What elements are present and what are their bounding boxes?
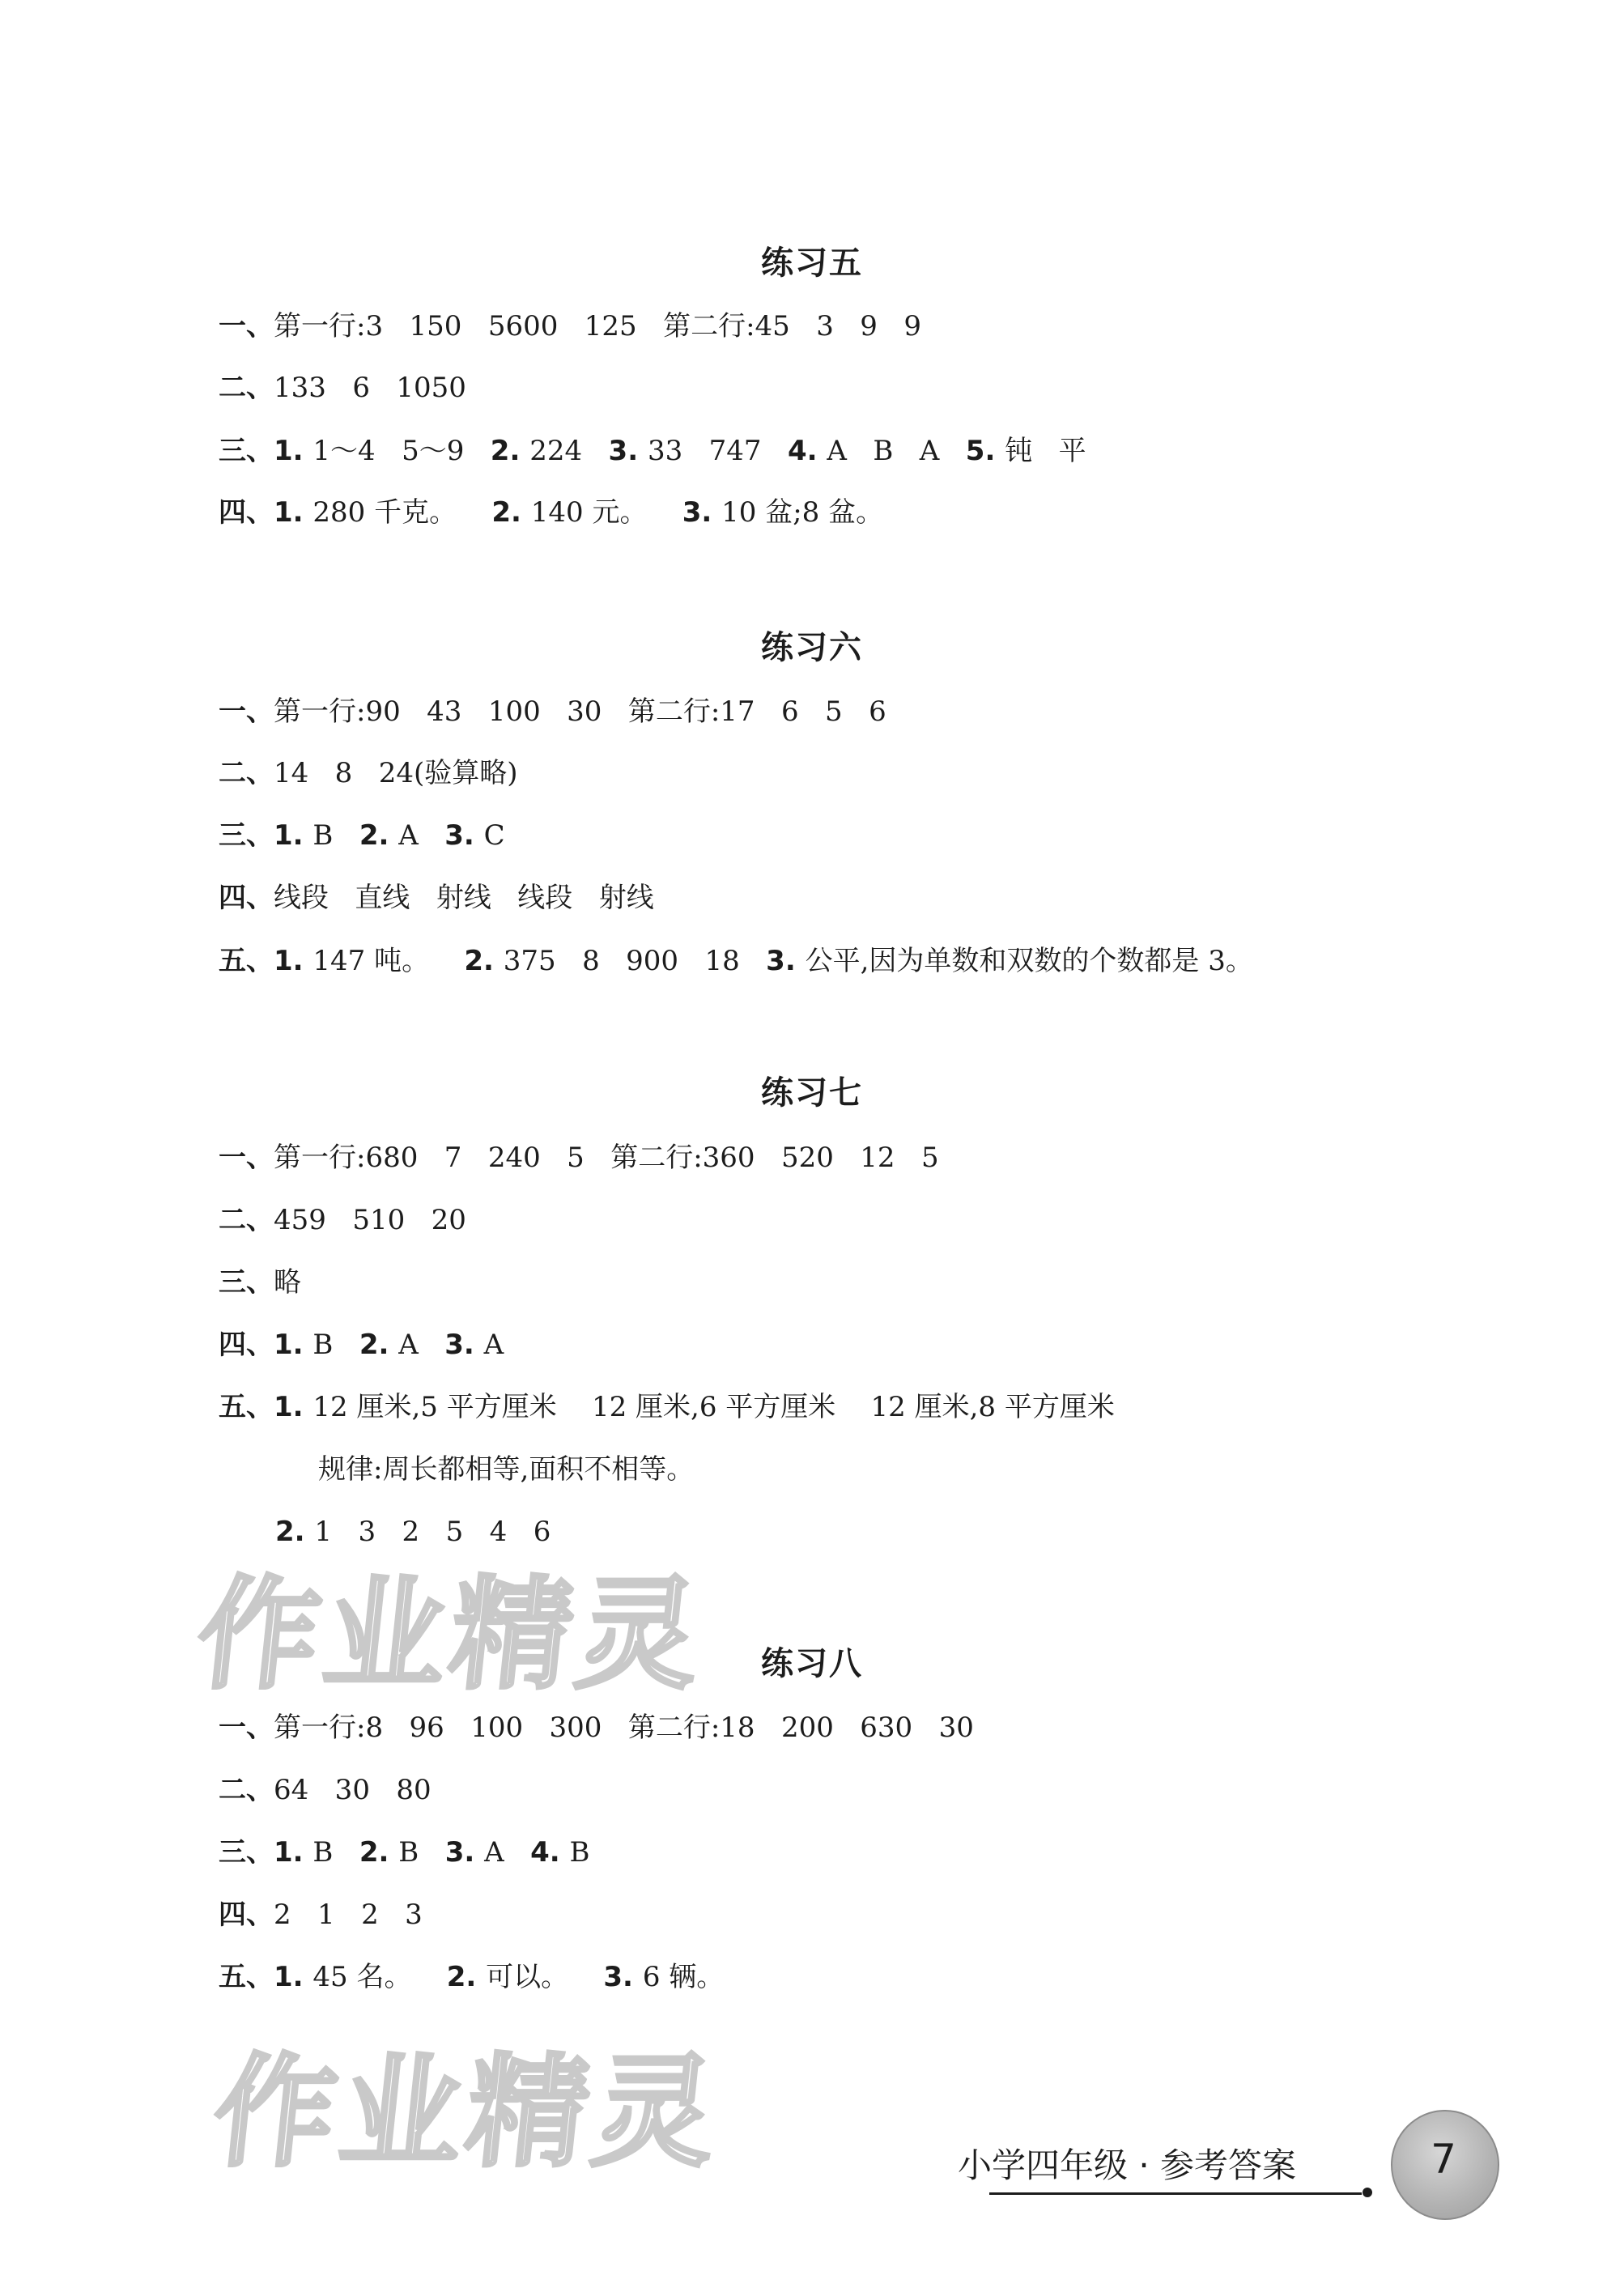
answer-text: 459 510 20 xyxy=(274,1204,466,1236)
answer-text: 1 3 2 5 4 6 xyxy=(314,1516,551,1548)
item-number: 2. xyxy=(464,945,504,977)
answer-text: 线段 直线 射线 线段 射线 xyxy=(274,882,654,914)
answer-text: B xyxy=(398,1836,445,1869)
answer-text: 公平,因为单数和双数的个数都是 3。 xyxy=(805,945,1253,977)
answer-text: 224 xyxy=(529,435,609,467)
footer-label: 小学四年级 · 参考答案 xyxy=(958,2145,1297,2185)
answer-text: 14 8 24(验算略) xyxy=(274,757,518,789)
answer-text: 64 30 80 xyxy=(274,1774,432,1806)
answer-text: 2 1 2 3 xyxy=(274,1899,423,1931)
item-number: 1. xyxy=(274,819,313,852)
answer-text: 第一行:3 150 5600 125 第二行:45 3 9 9 xyxy=(274,310,921,342)
answer-text: B xyxy=(569,1836,590,1869)
question-label: 五、 xyxy=(219,945,274,977)
item-number: 1. xyxy=(274,1329,313,1361)
answer-line xyxy=(219,1261,301,1304)
answer-text: 133 6 1050 xyxy=(274,372,466,404)
question-label: 二、 xyxy=(219,757,274,789)
answer-line xyxy=(219,939,1253,983)
answer-text: 147 吨。 xyxy=(312,945,465,977)
item-number: 1. xyxy=(274,945,313,977)
answer-text: 375 8 900 18 xyxy=(503,945,767,977)
question-label: 四、 xyxy=(219,882,274,914)
answer-text: 45 名。 xyxy=(312,1961,447,1993)
answer-text: 280 千克。 xyxy=(312,496,492,529)
section-title-5: 练习五 xyxy=(761,245,863,282)
answer-text: 第一行:90 43 100 30 第二行:17 6 5 6 xyxy=(274,695,886,728)
item-number: 4. xyxy=(787,435,827,467)
answer-text: 略 xyxy=(274,1266,301,1299)
question-label: 一、 xyxy=(219,310,274,342)
question-label: 三、 xyxy=(219,1266,274,1299)
item-number: 3. xyxy=(603,1961,643,1993)
watermark: 作业精灵 xyxy=(190,1565,712,1706)
answer-line xyxy=(275,1510,551,1554)
item-number: 1. xyxy=(274,1961,313,1993)
answer-text: 第一行:680 7 240 5 第二行:360 520 12 5 xyxy=(274,1142,939,1174)
question-label: 三、 xyxy=(219,819,274,852)
answer-text: 钝 平 xyxy=(1005,435,1086,467)
item-number: 1. xyxy=(274,1391,313,1423)
answer-text: A xyxy=(483,1329,504,1361)
item-number: 2. xyxy=(359,1836,399,1869)
answer-text: 140 元。 xyxy=(530,496,682,529)
item-number: 4. xyxy=(530,1836,570,1869)
answer-text: B xyxy=(312,1836,359,1869)
answer-text: A xyxy=(398,1329,445,1361)
answer-text: 第一行:8 96 100 300 第二行:18 200 630 30 xyxy=(274,1712,974,1744)
answer-line xyxy=(318,1448,694,1491)
item-number: 5. xyxy=(965,435,1005,467)
answer-text: A B A xyxy=(827,435,966,467)
answer-line xyxy=(219,1831,590,1874)
question-label: 三、 xyxy=(219,435,274,467)
question-label: 五、 xyxy=(219,1961,274,1993)
item-number: 3. xyxy=(608,435,648,467)
answer-line xyxy=(219,1706,974,1750)
answer-line xyxy=(219,1768,432,1812)
item-number: 2. xyxy=(275,1516,315,1548)
item-number: 2. xyxy=(490,435,530,467)
answer-line xyxy=(219,814,505,857)
question-label: 三、 xyxy=(219,1836,274,1869)
answer-text: 33 747 xyxy=(647,435,788,467)
question-label: 四、 xyxy=(219,1899,274,1931)
question-label: 二、 xyxy=(219,1774,274,1806)
footer-dot xyxy=(1363,2188,1372,2197)
watermark: 作业精灵 xyxy=(206,2043,728,2184)
answer-line xyxy=(219,1385,1115,1429)
question-label: 一、 xyxy=(219,1712,274,1744)
item-number: 3. xyxy=(444,819,484,852)
item-number: 3. xyxy=(766,945,806,977)
answer-text: 可以。 xyxy=(486,1961,604,1993)
answer-line xyxy=(219,876,654,920)
item-number: 1. xyxy=(274,1836,313,1869)
question-label: 一、 xyxy=(219,1142,274,1174)
question-label: 四、 xyxy=(219,1329,274,1361)
answer-line xyxy=(219,491,883,534)
item-number: 1. xyxy=(274,496,313,529)
item-number: 2. xyxy=(359,1329,399,1361)
item-number: 1. xyxy=(274,435,313,467)
item-number: 3. xyxy=(444,1836,485,1869)
answer-line xyxy=(219,1323,504,1367)
section-title-7: 练习七 xyxy=(761,1074,863,1112)
answer-line xyxy=(219,1136,939,1180)
question-label: 二、 xyxy=(219,372,274,404)
item-number: 3. xyxy=(444,1329,484,1361)
answer-line xyxy=(219,1198,466,1242)
answer-line xyxy=(219,690,886,734)
answer-line xyxy=(219,751,518,795)
question-label: 四、 xyxy=(219,496,274,529)
answer-text: A xyxy=(398,819,445,852)
answer-text: 10 盆;8 盆。 xyxy=(721,496,884,529)
answer-text: C xyxy=(483,819,505,852)
section-title-6: 练习六 xyxy=(761,629,863,666)
answer-text: 6 辆。 xyxy=(642,1961,725,1993)
item-number: 3. xyxy=(682,496,722,529)
answer-text: 1～4 5～9 xyxy=(312,435,491,467)
section-title-8: 练习八 xyxy=(761,1645,863,1682)
footer-rule xyxy=(989,2192,1362,2195)
answer-text: B xyxy=(312,1329,359,1361)
answer-line xyxy=(219,1893,423,1937)
item-number: 2. xyxy=(491,496,531,529)
answer-line xyxy=(219,429,1086,473)
page-number: 7 xyxy=(1431,2136,1456,2183)
question-label: 一、 xyxy=(219,695,274,728)
question-label: 二、 xyxy=(219,1204,274,1236)
item-number: 2. xyxy=(359,819,399,852)
item-number: 2. xyxy=(446,1961,487,1993)
answer-text: B xyxy=(312,819,359,852)
answer-line xyxy=(219,366,466,410)
question-label: 五、 xyxy=(219,1391,274,1423)
answer-text: 12 厘米,5 平方厘米 12 厘米,6 平方厘米 12 厘米,8 平方厘米 xyxy=(312,1391,1115,1423)
answer-line xyxy=(219,1955,724,1999)
answer-text: 规律:周长都相等,面积不相等。 xyxy=(318,1453,695,1486)
answer-text: A xyxy=(484,1836,531,1869)
answer-line xyxy=(219,304,921,348)
